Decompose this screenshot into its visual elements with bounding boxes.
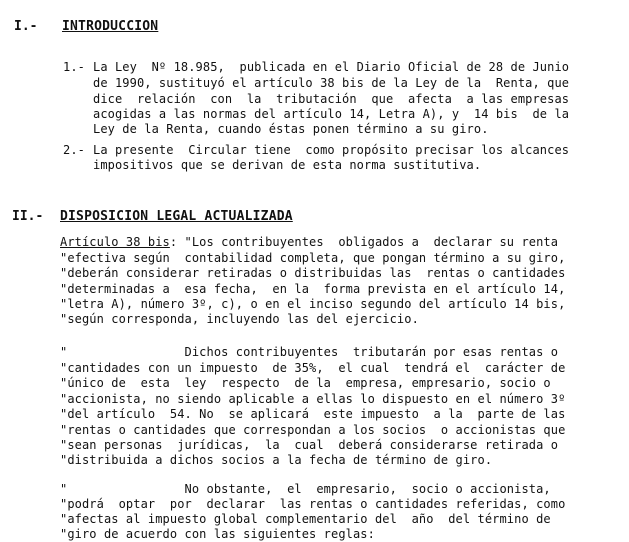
para-1-line-3: "deberán considerar retiradas o distribuidas las rentas o cantidades (60, 266, 566, 280)
article-heading (60, 234, 558, 250)
para-3-line-3: "afectas al impuesto global complementario del año del término de (60, 512, 551, 526)
item-1-line-3: dice relación con la tributación que afecta a las empresas (93, 92, 570, 106)
para-2-line-1: " Dichos contribuyentes tributarán por esas rentas o (60, 345, 559, 359)
section-1-title: INTRODUCCION (62, 19, 159, 34)
item-1-line-4: acogidas a las normas del artículo 14, Letra A), y 14 bis de la (93, 107, 570, 121)
article-label: Artículo 38 bis (60, 235, 170, 249)
para-1-line-1: "Los contribuyentes obligados a declarar su renta (177, 235, 559, 249)
para-2-line-2: "cantidades con un impuesto de 35%, el cual tendrá el carácter de (60, 361, 566, 375)
article-colon: : (169, 235, 178, 249)
para-2-line-5: "del artículo 54. No se aplicará este impuesto a la parte de las (60, 407, 566, 421)
para-2-line-4: "accionista, no siendo aplicable a ellas lo dispuesto en el número 3º (60, 392, 566, 406)
section-2-title: DISPOSICION LEGAL ACTUALIZADA (60, 209, 293, 224)
para-1-line-4: "determinadas a esa fecha, en la forma prevista en el artículo 14, (60, 282, 566, 296)
item-2-number: 2.- (63, 143, 85, 157)
item-1-number: 1.- (63, 60, 85, 74)
para-1-line-2: "efectiva según contabilidad completa, que pongan término a su giro, (60, 251, 566, 265)
para-3-line-2: "podrá optar por declarar las rentas o cantidades referidas, como (60, 497, 566, 511)
para-2-line-6: "rentas o cantidades que correspondan a los socios o accionistas que (60, 423, 566, 437)
para-2-line-8: "distribuida a dichos socios a la fecha de término de giro. (60, 453, 493, 467)
item-1-line-1: La Ley Nº 18.985, publicada en el Diario Oficial de 28 de Junio (93, 60, 570, 74)
para-1-line-5: "letra A), número 3º, c), o en el inciso segundo del artículo 14 bis, (60, 297, 566, 311)
item-2-line-2: impositivos que se derivan de esta norma sustitutiva. (93, 158, 482, 172)
para-1-line-6: "según corresponda, incluyendo las del ejercicio. (60, 312, 419, 326)
item-1-line-5: Ley de la Renta, cuando éstas ponen término a su giro. (93, 122, 489, 136)
section-2-number: II.- (12, 209, 44, 224)
para-2-line-7: "sean personas jurídicas, la cual deberá considerarse retirada o (60, 438, 559, 452)
para-3-line-1: " No obstante, el empresario, socio o accionista, (60, 482, 551, 496)
item-1-line-2: de 1990, sustituyó el artículo 38 bis de la Ley de la Renta, que (93, 76, 570, 90)
section-1-number: I.- (14, 19, 38, 34)
para-3-line-4: "giro de acuerdo con las siguientes reglas: (60, 527, 375, 541)
para-2-line-3: "único de esta ley respecto de la empresa, empresario, socio o (60, 376, 551, 390)
item-2-line-1: La presente Circular tiene como propósito precisar los alcances (93, 143, 570, 157)
